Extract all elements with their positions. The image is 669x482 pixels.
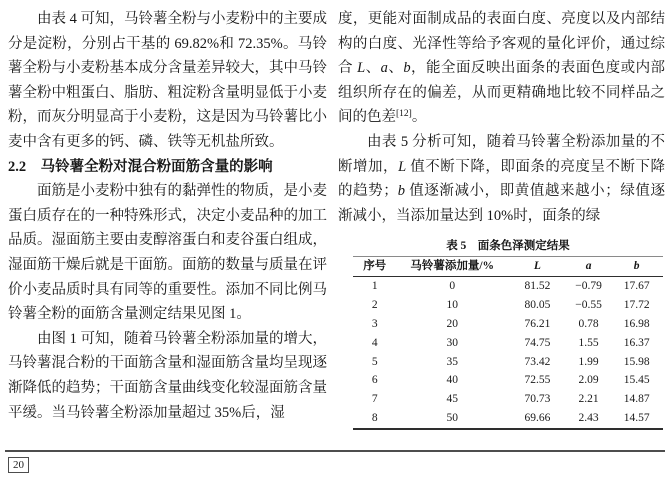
table-cell: 80.05	[524, 299, 551, 312]
table-cell: 17.72	[623, 299, 650, 312]
table-cell: 1.55	[578, 336, 599, 349]
table-row	[353, 277, 663, 296]
table-cell: 69.66	[524, 411, 551, 424]
col-header-potato-addition: 马铃薯添加量/%	[410, 260, 495, 273]
table-cell: 81.52	[524, 280, 551, 293]
table-cell: 2.09	[578, 374, 599, 387]
citation-ref-12: [12]	[396, 109, 412, 120]
table-cell: 45	[446, 393, 458, 406]
table-cell: 2	[371, 299, 378, 312]
table-cell: 74.75	[524, 336, 551, 349]
table-cell: 0.78	[578, 317, 599, 330]
table-row	[353, 390, 663, 409]
col-header-index: 序号	[363, 260, 387, 273]
table-cell: 15.98	[623, 355, 650, 368]
table-cell: 35	[446, 355, 458, 368]
table-cell: 1.99	[578, 355, 599, 368]
table-row	[353, 334, 663, 353]
table-cell: 50	[446, 411, 458, 424]
footer-divider	[5, 450, 665, 452]
table-cell: 6	[371, 374, 378, 387]
section-heading-2-2: 2.2 马铃薯全粉对混合粉面筋含量的影响	[8, 158, 273, 175]
table-cell: 5	[371, 355, 378, 368]
text-run: 、	[387, 60, 404, 77]
col-header-a: a	[585, 260, 592, 273]
table-cell: 20	[446, 317, 458, 330]
table-cell: 16.98	[623, 317, 650, 330]
table-row	[353, 315, 663, 334]
right-column	[338, 7, 665, 430]
variable-b: b	[403, 60, 411, 77]
table-cell: 10	[446, 299, 458, 312]
table-cell: 4	[371, 336, 378, 349]
table-row	[353, 353, 663, 372]
paragraph-table5-analysis	[338, 130, 665, 228]
table-5-caption: 表 5 面条色泽测定结果	[446, 240, 570, 253]
table-cell: 0	[449, 280, 456, 293]
table-cell: 1	[371, 280, 378, 293]
table-cell: 72.55	[524, 374, 551, 387]
table-5	[353, 256, 663, 429]
col-header-L: L	[533, 260, 541, 273]
table-header-row	[353, 257, 663, 277]
col-header-b: b	[633, 260, 640, 273]
variable-L: L	[398, 158, 407, 175]
page-number: 20	[8, 457, 29, 473]
text-run: ，能全面反映出面条的表面色度或内部组织所存在的偏差，从而更精确地比较不同样品之间的色差	[338, 60, 666, 126]
table-cell: 73.42	[524, 355, 551, 368]
text-run: 由表 5 分析可知，随着马铃薯全粉添加量的不断增加，	[338, 133, 665, 175]
table-cell: −0.79	[575, 280, 602, 293]
table-cell: −0.55	[575, 299, 602, 312]
text-run: 、	[365, 60, 381, 77]
table-row	[353, 371, 663, 390]
table-cell: 14.57	[623, 411, 650, 424]
table-row	[353, 409, 663, 429]
table-cell: 15.45	[623, 374, 650, 387]
table-cell: 8	[371, 411, 378, 424]
variable-b: b	[397, 183, 405, 200]
paragraph-gluten-intro: 面筋是小麦粉中独有的黏弹性的物质，是小麦蛋白质存在的一种特殊形式，决定小麦品种的加工品质。湿面筋主要由麦醇溶蛋白和麦谷蛋白组成，湿面筋干燥后就是干面筋。面筋的数量与质量在评价小麦品质时具有同等的重要性。添加不同比例马铃薯全粉的面筋含量测定结果见图 1。	[8, 183, 327, 323]
table-cell: 40	[446, 374, 458, 387]
table-5-block	[338, 239, 665, 429]
text-run: 。	[411, 109, 427, 126]
text-run: 度，更能对面制成品的表面白度、亮度以及内部结构的白度、光泽性等给予客观的量化评价，通过综合	[338, 11, 665, 77]
table-cell: 3	[371, 317, 378, 330]
table-cell: 70.73	[524, 393, 551, 406]
table-cell: 2.43	[578, 411, 599, 424]
table-cell: 2.21	[578, 393, 599, 406]
variable-L: L	[357, 60, 366, 77]
left-column	[8, 7, 327, 425]
table-row	[353, 296, 663, 315]
text-run: 值不断下降，即面条的亮度呈不断下降的趋势；	[338, 158, 666, 200]
text-run: 值逐渐减小，即黄值越来越小；绿值逐渐减小，当添加量达到 10%时，面条的绿	[338, 183, 666, 224]
table-cell: 16.37	[623, 336, 650, 349]
table-cell: 76.21	[524, 317, 551, 330]
variable-a: a	[380, 60, 388, 77]
table-cell: 14.87	[623, 393, 650, 406]
paragraph-figure1-discussion: 由图 1 可知，随着马铃薯全粉添加量的增大，马铃薯混合粉的干面筋含量和湿面筋含量均呈现逐渐降低的趋势；干面筋含量曲线变化较湿面筋含量平缓。当马铃薯全粉添加量超过 35%后，湿	[8, 330, 327, 421]
paragraph-composition: 由表 4 可知，马铃薯全粉与小麦粉中的主要成分是淀粉，分别占干基的 69.82%和 72.35%。马铃薯全粉与小麦粉基本成分含量差异较大，其中马铃薯全粉中粗蛋白、脂肪、粗淀粉含量明显低于小麦粉，而灰分明显高于小麦粉，这是因为马铃薯比小麦中含有更多的钙、磷、铁等无机盐所致。	[8, 11, 327, 150]
paragraph-color-measurement	[338, 7, 665, 130]
table-cell: 7	[371, 393, 378, 406]
table-cell: 17.67	[623, 280, 650, 293]
table-cell: 30	[446, 336, 458, 349]
